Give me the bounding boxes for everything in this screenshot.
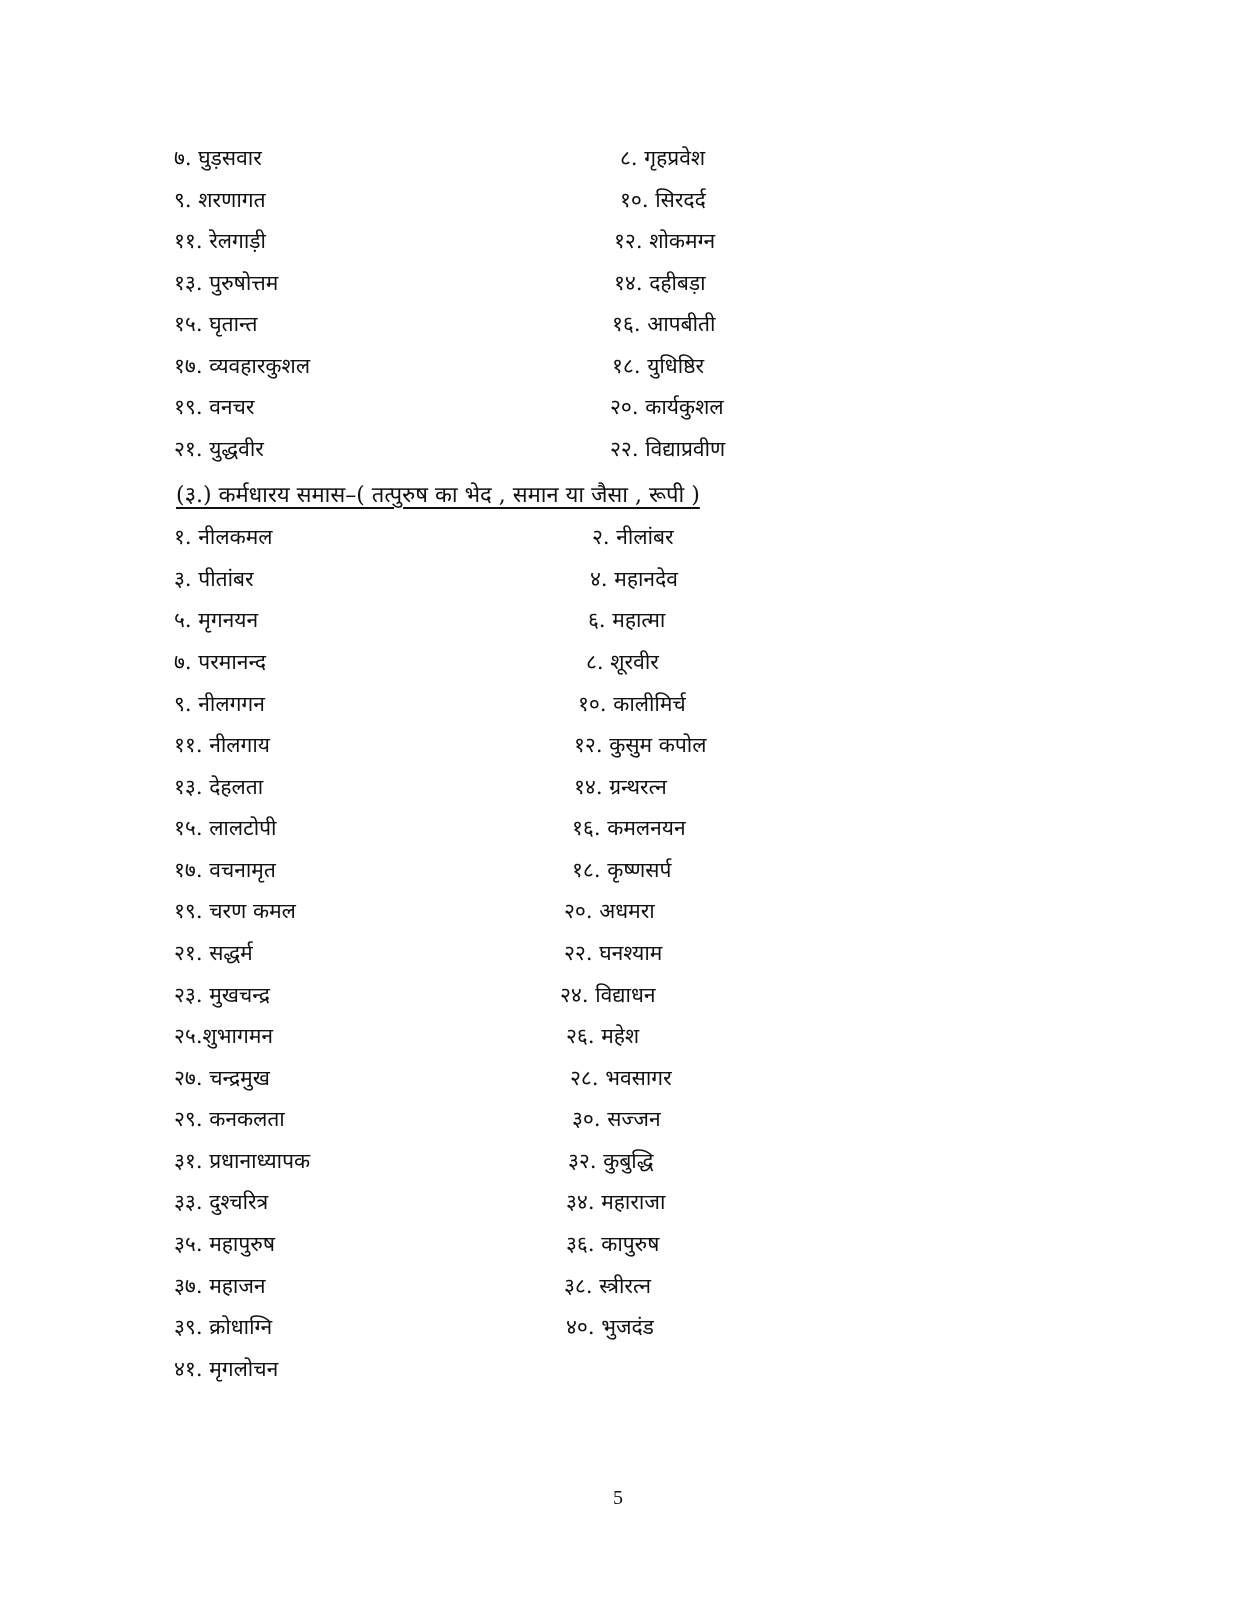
term-left: ७. परमानन्द (174, 650, 267, 674)
term-left: २३. मुखचन्द्र (174, 983, 270, 1007)
list-item (0, 600, 1236, 640)
term-left: १९. चरण कमल (174, 899, 296, 923)
term-right: ६. महात्मा (588, 608, 666, 632)
term-right: ३२. कुबुद्धि (568, 1149, 654, 1173)
term-right: १२. शोकमग्न (614, 229, 716, 253)
list-item (0, 1182, 1236, 1222)
term-left: ५. मृगनयन (174, 608, 259, 632)
term-left: ३१. प्रधानाध्यापक (174, 1149, 311, 1173)
term-left: ३३. दुश्चरित्र (174, 1190, 269, 1214)
list-item (0, 346, 1236, 386)
term-left: ३. पीतांबर (174, 567, 254, 591)
term-left: १७. व्यवहारकुशल (174, 354, 311, 378)
term-left: २७. चन्द्रमुख (174, 1066, 270, 1090)
list-item (0, 429, 1236, 469)
term-right: १०. कालीमिर्च (578, 692, 686, 716)
term-right: १८. युधिष्ठिर (612, 354, 705, 378)
term-right: ३४. महाराजा (566, 1190, 666, 1214)
list-item (0, 1058, 1236, 1098)
term-left: १. नीलकमल (174, 525, 273, 549)
term-left: ११. नीलगाय (174, 733, 270, 757)
term-left: ९. शरणागत (174, 188, 266, 212)
term-left: ३९. क्रोधाग्नि (174, 1315, 273, 1339)
term-right: १६. कमलनयन (572, 816, 686, 840)
list-item (0, 180, 1236, 220)
section-heading-karmadharay: (३.) कर्मधारय समास–( तत्पुरुष का भेद , समान या जैसा , रूपी ) (176, 483, 700, 508)
term-left: २१. सद्धर्म (174, 941, 253, 965)
term-right: २०. अधमरा (564, 899, 655, 923)
term-left: ११. रेलगाड़ी (174, 229, 266, 253)
term-left: १३. देहलता (174, 775, 264, 799)
term-right: २८. भवसागर (570, 1066, 672, 1090)
term-left: ३५. महापुरुष (174, 1232, 275, 1256)
term-left: २१. युद्धवीर (174, 437, 264, 461)
term-left: १३. पुरुषोत्तम (174, 271, 279, 295)
term-left: १५. घृतान्त (174, 312, 258, 336)
term-left: २९. कनकलता (174, 1107, 285, 1131)
list-item (0, 642, 1236, 682)
term-right: ३६. कापुरुष (566, 1232, 660, 1256)
list-item (0, 767, 1236, 807)
term-right: २. नीलांबर (592, 525, 674, 549)
term-left: २५.शुभागमन (174, 1024, 274, 1048)
term-left: ४१. मृगलोचन (174, 1357, 279, 1381)
term-left: १५. लालटोपी (174, 816, 277, 840)
term-right: १६. आपबीती (612, 312, 716, 336)
list-item (0, 221, 1236, 261)
term-left: ३७. महाजन (174, 1274, 266, 1298)
term-left: १७. वचनामृत (174, 858, 276, 882)
list-item (0, 975, 1236, 1015)
term-right: ४०. भुजदंड (566, 1315, 654, 1339)
list-item (0, 517, 1236, 557)
list-item (0, 1224, 1236, 1264)
list-item (0, 138, 1236, 178)
page-number: 5 (613, 1487, 623, 1509)
term-right: २६. महेश (566, 1024, 640, 1048)
term-right: ८. शूरवीर (586, 650, 659, 674)
term-right: १२. कुसुम कपोल (574, 733, 707, 757)
term-right: २२. विद्याप्रवीण (610, 437, 726, 461)
list-item (0, 1141, 1236, 1181)
list-item (0, 1016, 1236, 1056)
list-item (0, 891, 1236, 931)
list-item (0, 263, 1236, 303)
list-item (0, 684, 1236, 724)
term-right: ४. महानदेव (590, 567, 678, 591)
term-right: १४. दहीबड़ा (614, 271, 706, 295)
list-item (0, 559, 1236, 599)
list-item (0, 304, 1236, 344)
term-right: २०. कार्यकुशल (610, 395, 724, 419)
term-right: ३०. सज्जन (572, 1107, 661, 1131)
list-item (0, 808, 1236, 848)
list-item (0, 1266, 1236, 1306)
term-left: ९. नीलगगन (174, 692, 265, 716)
term-right: १०. सिरदर्द (620, 188, 706, 212)
term-left: १९. वनचर (174, 395, 255, 419)
term-right: १८. कृष्णसर्प (572, 858, 672, 882)
term-right: ८. गृहप्रवेश (620, 146, 706, 170)
list-item (0, 387, 1236, 427)
term-right: १४. ग्रन्थरत्न (574, 775, 667, 799)
term-right: २२. घनश्याम (564, 941, 663, 965)
list-item (0, 933, 1236, 973)
list-item (0, 1349, 1236, 1389)
list-item (0, 850, 1236, 890)
list-item (0, 1307, 1236, 1347)
list-item (0, 1099, 1236, 1139)
term-right: २४. विद्याधन (560, 983, 656, 1007)
term-right: ३८. स्त्रीरत्न (564, 1274, 652, 1298)
list-item (0, 725, 1236, 765)
term-left: ७. घुड़सवार (174, 146, 262, 170)
